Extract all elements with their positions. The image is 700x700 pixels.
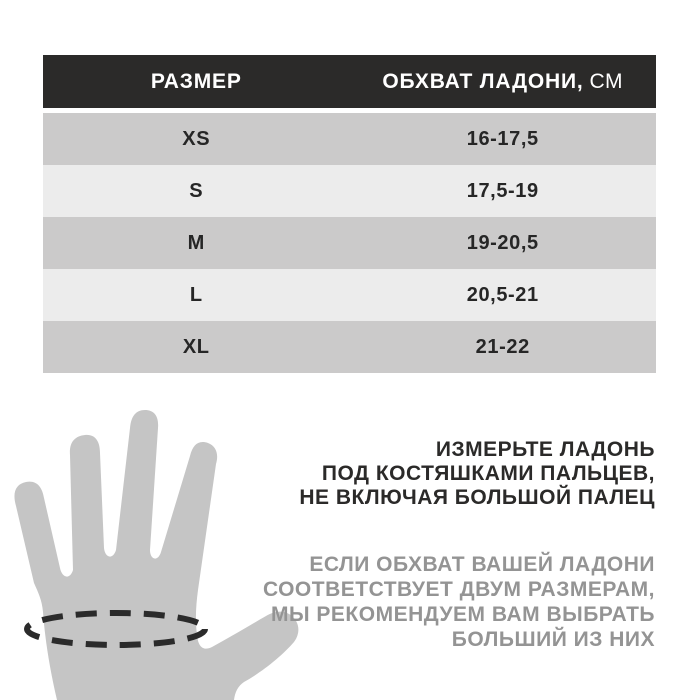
size-table-header: [43, 55, 656, 108]
note-line: ПОД КОСТЯШКАМИ ПАЛЬЦЕВ,: [321, 462, 655, 485]
size-column-header: РАЗМЕР: [150, 69, 242, 93]
recommendation-note: [263, 552, 655, 652]
note-line: ЕСЛИ ОБХВАТ ВАШЕЙ ЛАДОНИ: [309, 553, 655, 576]
size-cell: XS: [182, 127, 211, 150]
girth-cell: 17,5-19: [466, 179, 539, 202]
note-line: НЕ ВКЛЮЧАЯ БОЛЬШОЙ ПАЛЕЦ: [299, 486, 655, 509]
size-cell: L: [189, 283, 203, 306]
note-line: ИЗМЕРЬТЕ ЛАДОНЬ: [435, 438, 655, 461]
unit-label: СМ: [589, 69, 624, 93]
table-row: [43, 165, 656, 217]
note-line: МЫ РЕКОМЕНДУЕМ ВАМ ВЫБРАТЬ: [271, 603, 655, 626]
size-cell: S: [189, 179, 204, 202]
circumference-label: ОБХВАТ ЛАДОНИ,: [382, 69, 584, 93]
table-row: [43, 269, 656, 321]
table-row: [43, 321, 656, 373]
size-cell: XL: [182, 335, 210, 358]
note-line: СООТВЕТСТВУЕТ ДВУМ РАЗМЕРАМ,: [262, 578, 655, 601]
circumference-column-header: [350, 55, 657, 108]
size-table: [43, 55, 656, 373]
note-line: БОЛЬШИЙ ИЗ НИХ: [451, 628, 655, 651]
girth-cell: 16-17,5: [466, 127, 539, 150]
hand-illustration: [0, 400, 320, 700]
girth-cell: 19-20,5: [466, 231, 539, 254]
open-hand-silhouette-icon: [14, 410, 298, 700]
size-cell: M: [187, 231, 205, 254]
table-row: [43, 217, 656, 269]
girth-cell: 21-22: [475, 335, 530, 358]
girth-cell: 20,5-21: [466, 283, 539, 306]
size-table-body: [43, 113, 656, 373]
measure-instruction: [299, 438, 655, 510]
table-row: [43, 113, 656, 165]
